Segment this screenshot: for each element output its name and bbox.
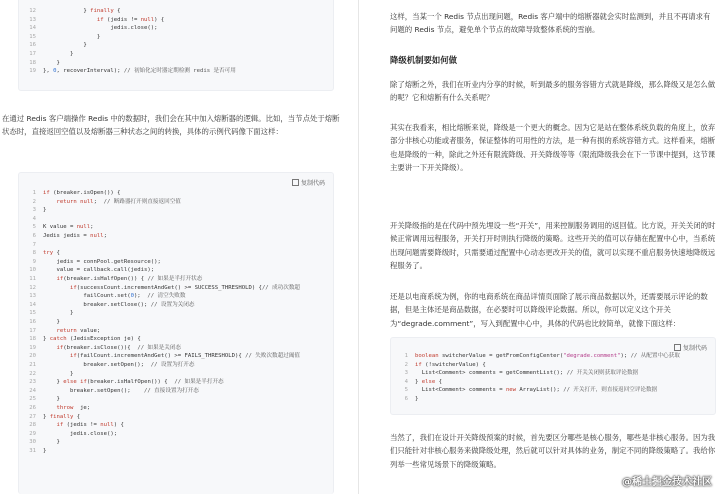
code-line: if (jedis != null) {: [56, 422, 124, 429]
right-column: [370, 0, 720, 494]
left-column: [0, 0, 352, 494]
code-line: }: [43, 207, 47, 214]
code-line-number: 7: [32, 241, 36, 248]
code-line: }: [43, 33, 101, 40]
code-line-number: 15: [29, 310, 36, 317]
code-line-number: 17: [29, 327, 36, 334]
code-line: }: [43, 370, 74, 377]
code-line: value = callback.call(jedis);: [43, 267, 155, 274]
code-line: jedis.close();: [43, 430, 118, 437]
code-line: jedis = connPool.getResource();: [43, 258, 161, 265]
code-line-number: 5: [404, 387, 408, 394]
code-line-number: 16: [29, 42, 36, 49]
code-line: if(failCount.incrementAndGet() >= FAILS_THRESHOLD){ // 失败次数超过阈值: [69, 353, 300, 360]
code-line-number: 3: [32, 207, 36, 214]
code-line-number: 9: [32, 258, 36, 265]
code-line-number: 25: [29, 396, 36, 403]
code-line-number: 6: [32, 233, 36, 239]
code-line: failCount.set(0); // 清空失败数: [43, 293, 186, 300]
code-line-number: 22: [29, 370, 36, 377]
code-line-number: 28: [29, 422, 36, 429]
code-line-number: 4: [404, 378, 408, 385]
code-line: if (jedis != null) {: [96, 16, 165, 23]
code-line-number: 2: [32, 198, 36, 205]
code-line: if (breaker.isOpen()) {: [43, 190, 121, 196]
code-block-top: [18, 0, 334, 91]
code-line-number: 4: [32, 215, 36, 222]
code-line-number: 24: [29, 387, 36, 394]
watermark: @稀土掘金技术社区: [622, 477, 712, 488]
code-line-number: 18: [29, 59, 36, 66]
code-line: if (!switcherValue) {: [415, 361, 486, 368]
code-line: } else if(breaker.isHalfOpen()) { // 如果是半打开态: [43, 379, 224, 386]
code-line-number: 17: [29, 51, 36, 57]
code-line-number: 3: [404, 370, 408, 377]
code-line-number: 5: [32, 224, 36, 231]
code-line: return value;: [56, 327, 101, 334]
paragraph-2: 除了熔断之外，我们在听业内分享的时候，听到最多的服务容错方式就是降级，那么降级又是怎么做的呢？它和熔断有什么关系呢？: [390, 80, 716, 103]
code-line-number: 14: [29, 301, 36, 308]
code-line: if(successCount.incrementAndGet() >= SUCCESS_THRESHOLD) {// 成功次数超: [69, 284, 301, 291]
code-line: } catch (JedisException je) {: [43, 336, 141, 343]
code-line-number: 19: [29, 344, 36, 351]
paragraph-6: 当然了，我们在设计开关降级预案的时候，首先要区分哪些是核心服务，哪些是非核心服务。因为我们只能针对非核心服务来做降级处理，然后就可以针对具体的业务，制定不同的降级策略了。我给你列举一些常见场景下的降级策略。: [390, 433, 716, 469]
code-line-number: 14: [29, 25, 36, 32]
code-line-number: 15: [29, 33, 36, 40]
code-line-number: 11: [29, 276, 36, 282]
copy-code-button-right[interactable]: 复制代码: [674, 344, 707, 354]
code-line-number: 12: [29, 8, 36, 14]
code-line: }: [43, 396, 60, 403]
code-line: }: [43, 51, 74, 57]
code-line-number: 2: [404, 361, 408, 368]
code-line: } finally {: [43, 8, 121, 14]
code-line-number: 6: [404, 396, 408, 402]
code-line: jedis.close();: [43, 25, 158, 32]
code-line: if(breaker.isHalfOpen()) { // 如果是半打开状态: [56, 276, 203, 282]
code-line: List<Comment> comments = getCommentList(); // 开关关闭则获取评论数据: [415, 370, 639, 377]
code-line-number: 21: [29, 362, 36, 368]
code-block-right: [390, 337, 716, 415]
code-line-number: 31: [29, 448, 36, 454]
code-line-number: 18: [29, 336, 36, 343]
code-line: try {: [43, 250, 60, 257]
code-line-number: 30: [29, 439, 36, 446]
code-line-number: 13: [29, 16, 36, 23]
code-line: }: [43, 59, 60, 66]
code-line: } else {: [415, 378, 442, 385]
code-line-number: 13: [29, 293, 36, 300]
code-block-main: [18, 172, 334, 494]
code-line: if(breaker.isClose()){ // 如果是关闭态: [56, 344, 181, 351]
code-line: List<Comment> comments = new ArrayList(); // 开关打开，则直接返回空评论数据: [415, 387, 658, 394]
code-line: throw je;: [56, 405, 91, 411]
column-divider: [358, 0, 359, 494]
paragraph-1: 这样，当某一个 Redis 节点出现问题，Redis 客户端中的熔断器就会实时监测到，并且不再请求有问题的 Redis 节点，避免单个节点的故障导致整体系统的雪崩。: [390, 12, 711, 35]
code-line: }: [43, 319, 60, 325]
code-line: } finally {: [43, 413, 81, 420]
code-line-number: 20: [29, 353, 36, 360]
paragraph-4: 开关降级指的是在代码中预先埋设一些“开关”，用来控制服务调用的返回值。比方说，开关关闭的时候正常调用远程服务，开关打开时则执行降级的策略。这些开关的值可以存储在配置中心中，当系统出现问题需要降级时，只需要通过配置中心动态更改开关的值，就可以实现不重启服务快速地降级远程服务了。: [390, 221, 716, 271]
code-line: }, 0, recoverInterval); // 初始化定时器定期检测 redis 是否可用: [43, 68, 236, 75]
code-line: }: [43, 439, 60, 446]
code-line: }: [415, 396, 419, 402]
code-line-number: 23: [29, 379, 36, 386]
code-line: }: [43, 42, 87, 49]
code-line-number: 10: [29, 267, 36, 274]
code-line-number: 8: [32, 250, 36, 257]
copy-code-button[interactable]: 复制代码: [292, 179, 325, 189]
copy-icon: [674, 344, 681, 351]
code-line: breaker.setClose(); // 设置为关闭态: [43, 301, 195, 308]
paragraph-3: 其实在我看来，相比熔断来说，降级是一个更大的概念。因为它是站在整体系统负载的角度上，放弃部分非核心功能或者服务，保证整体的可用性的方法，是一种有损的系统容错方式。这样看来，熔断也是降级的一种，除此之外还有限流降级、开关降级等等（限流降级我会在下一节课中提到，这节课主要讲一下开关降级）。: [390, 123, 716, 173]
code-line: breaker.setOpen(); // 直接设置为打开态: [43, 387, 199, 394]
code-line-number: 29: [29, 430, 36, 437]
code-line: boolean switcherValue = getFromConfigCenter("degrade.comment"); // 从配置中心获取: [415, 353, 680, 359]
copy-icon: [292, 179, 299, 186]
code-line: breaker.setOpen(); // 设置为打开态: [43, 362, 195, 368]
code-line-number: 1: [32, 190, 36, 196]
code-line: }: [43, 310, 74, 317]
code-line: return null; // 断路器打开则直接返回空值: [56, 198, 181, 205]
section-heading: 降级机制要如何做: [390, 55, 457, 65]
code-line-number: 16: [29, 319, 36, 325]
code-line-number: 26: [29, 405, 36, 411]
code-line: }: [43, 448, 47, 454]
code-line: K value = null;: [43, 224, 94, 231]
left-paragraph: 在通过 Redis 客户端操作 Redis 中的数据时，我们会在其中加入熔断器的逻辑。比如，当节点处于熔断状态时，直接返回空值以及熔断器三种状态之间的转换，具体的示例代码像下面这样：: [2, 114, 340, 137]
code-line-number: 19: [29, 68, 36, 75]
paragraph-5: 还是以电商系统为例，你的电商系统在商品详情页面除了展示商品数据以外，还需要展示评论的数据，但是主体还是商品数据，在必要时可以降级评论数据。所以，你可以定义这个开关为“degrade.comment”，写入到配置中心中，具体的代码也比较简单，就像下面这样：: [390, 292, 708, 328]
code-line-number: 27: [29, 413, 36, 420]
code-line-number: 12: [29, 284, 36, 291]
code-line: Jedis jedis = null;: [43, 233, 108, 239]
code-line-number: 1: [404, 353, 408, 359]
